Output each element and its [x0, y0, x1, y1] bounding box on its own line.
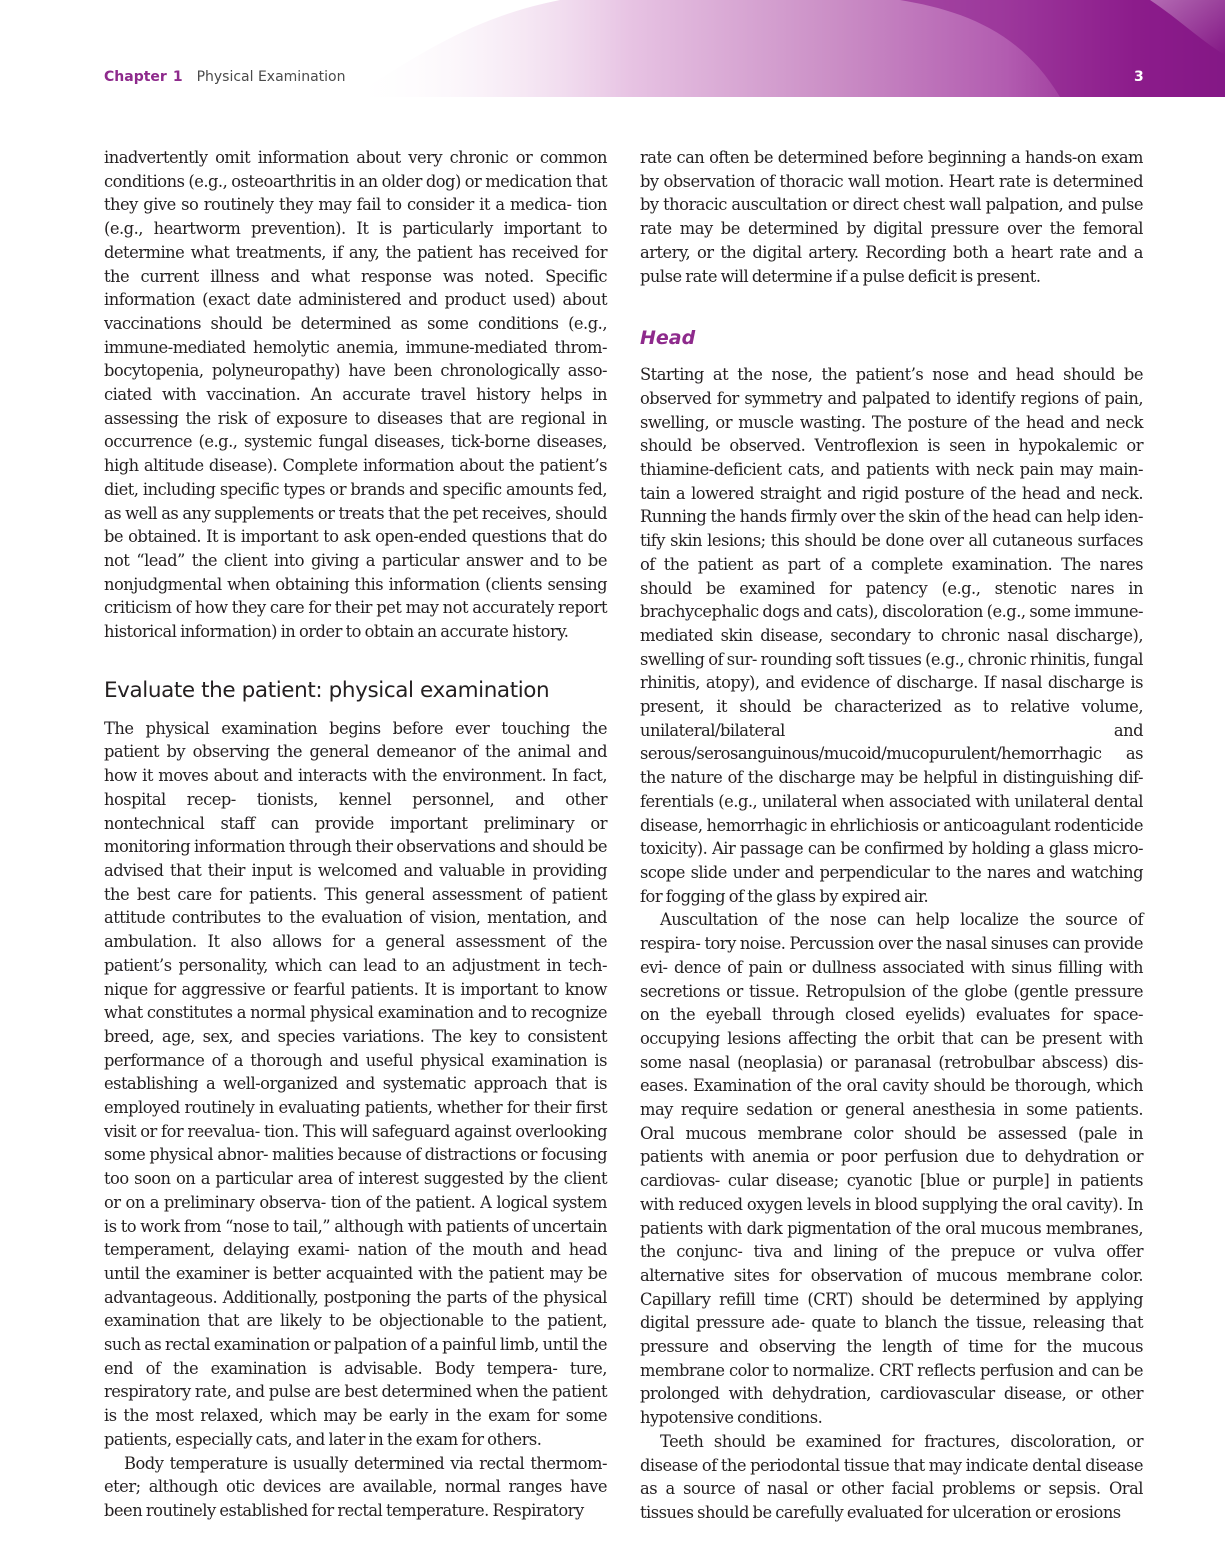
body-paragraph: Starting at the nose, the patient’s nose and head should be observed for symmetry and palpated to identify regions of pain, swelling, or muscle wasting. The posture of the head and neck should be observed. Ventroflexion is seen in hypokalemic or thiamine-deficient cats, and patients with neck pain may main- tain a lowered straight and rigid posture of the head and neck. Running the hands firmly over the skin of the head can help iden- tify skin lesions; this should be done over all cutaneous surfaces of the patient as part of a complete examination. The nares should be examined for patency (e.g., stenotic nares in brachycephalic dogs and cats), discoloration (e.g., some immune-mediated skin disease, secondary to chronic nasal discharge), swelling of sur- rounding soft tissues (e.g., chronic rhinitis, fungal rhinitis, atopy), and evidence of discharge. If nasal discharge is present, it should be characterized as to relative volume, unilateral/bilateral and serous/serosanguinous/mucoid/mucopurulent/hemorrhagic as the nature of the discharge may be helpful in distinguishing dif- ferentials (e.g., unilateral when associated with unilateral dental disease, hemorrhagic in ehrlichiosis or anticoagulant rodenticide toxicity). Air passage can be confirmed by holding a glass micro- scope slide under and perpendicular to the nares and watching for fogging of the glass by expired air.: [640, 365, 1143, 906]
body-paragraph: Body temperature is usually determined via rectal thermom- eter; although otic devices are available, normal ranges have been routinely established for rectal temperature. Respiratory: [104, 1453, 607, 1520]
chapter-number: 1: [172, 69, 183, 85]
left-column: [104, 146, 607, 1523]
page-number: 3: [1134, 69, 1144, 85]
chapter-title: Physical Examination: [196, 69, 346, 85]
section-heading: Evaluate the patient: physical examination: [104, 677, 550, 703]
running-header: [104, 69, 345, 85]
subsection-heading: Head: [640, 327, 696, 350]
chapter-label: Chapter: [104, 69, 167, 85]
spacer: [104, 644, 607, 674]
right-column: [640, 146, 1143, 1525]
body-paragraph: The physical examination begins before ever touching the patient by observing the general demeanor of the animal and how it moves about and interacts with the environment. In fact, hospital recep- tionists, kennel personnel, and other nontechnical staff can provide important preliminary or monitoring information through their observations and should be advised that their input is welcomed and valuable in providing the best care for patients. This general assessment of patient attitude contributes to the evaluation of vision, mentation, and ambulation. It also allows for a general assessment of the patient’s personality, which can lead to an adjustment in tech- nique for aggressive or fearful patients. It is important to know what constitutes a normal physical examination and to recognize breed, age, sex, and species variations. The key to consistent performance of a thorough and useful physical examination is establishing a well-organized and systematic approach that is employed routinely in evaluating patients, whether for their first visit or for reevalua- tion. This will safeguard against overlooking some physical abnor- malities because of distractions or focusing too soon on a particular area of interest suggested by the client or on a preliminary observa- tion of the patient. A logical system is to work from “nose to tail,” although with patients of uncertain temperament, delaying exami- nation of the mouth and head until the examiner is better acquainted with the patient may be advantageous. Additionally, postponing the parts of the physical examination that are likely to be objectionable to the patient, such as rectal examination or palpation of a painful limb, until the end of the examination is advisable. Body tempera- ture, respiratory rate, and pulse are best determined when the patient is the most relaxed, which may be early in the exam for some patients, especially cats, and later in the exam for others.: [104, 718, 607, 1449]
body-paragraph: rate can often be determined before beginning a hands-on exam by observation of thoracic wall motion. Heart rate is determined by thoracic auscultation or direct chest wall palpation, and pulse rate may be determined by digital pressure over the femoral artery, or the digital artery. Recording both a heart rate and a pulse rate will determine if a pulse deficit is present.: [640, 148, 1143, 286]
body-paragraph: Auscultation of the nose can help localize the source of respira- tory noise. Percussion over the nasal sinuses can provide evi- dence of pain or dullness associated with sinus filling with secretions or tissue. Retropulsion of the globe (gentle pressure on the eyeball through closed eyelids) evaluates for space- occupying lesions affecting the orbit that can be present with some nasal (neoplasia) or paranasal (retrobulbar abscess) dis- eases. Examination of the oral cavity should be thorough, which may require sedation or general anesthesia in some patients. Oral mucous membrane color should be assessed (pale in patients with anemia or poor perfusion due to dehydration or cardiovas- cular disease; cyanotic [blue or purple] in patients with reduced oxygen levels in blood supplying the oral cavity). In patients with dark pigmentation of the oral mucous membranes, the conjunc- tiva and lining of the prepuce or vulva offer alternative sites for observation of mucous membrane color. Capillary refill time (CRT) should be determined by applying digital pressure ade- quate to blanch the tissue, releasing that pressure and observing the length of time for the mucous membrane color to normalize. CRT reflects perfusion and can be prolonged with dehydration, cardiovascular disease, or other hypotensive conditions.: [640, 910, 1143, 1428]
body-paragraph: inadvertently omit information about very chronic or common conditions (e.g., osteoarthritis in an older dog) or medication that they give so routinely they may fail to consider it a medica- tion (e.g., heartworm prevention). It is particularly important to determine what treatments, if any, the patient has received for the current illness and what response was noted. Specific information (exact date administered and product used) about vaccinations should be determined as some conditions (e.g., immune-mediated hemolytic anemia, immune-mediated throm- bocytopenia, polyneuropathy) have been chronologically asso- ciated with vaccination. An accurate travel history helps in assessing the risk of exposure to diseases that are regional in occurrence (e.g., systemic fungal diseases, tick-borne diseases, high altitude disease). Complete information about the patient’s diet, including specific types or brands and specific amounts fed, as well as any supplements or treats that the pet receives, should be obtained. It is important to ask open-ended questions that do not “lead” the client into giving a particular answer and to be nonjudgmental when obtaining this information (clients sensing criticism of how they care for their pet may not accurately report historical information) in order to obtain an accurate history.: [104, 148, 607, 642]
body-paragraph: Teeth should be examined for fractures, discoloration, or disease of the periodontal tissue that may indicate dental disease as a source of nasal or other facial problems or sepsis. Oral tissues should be carefully evaluated for ulceration or erosions: [640, 1431, 1143, 1522]
